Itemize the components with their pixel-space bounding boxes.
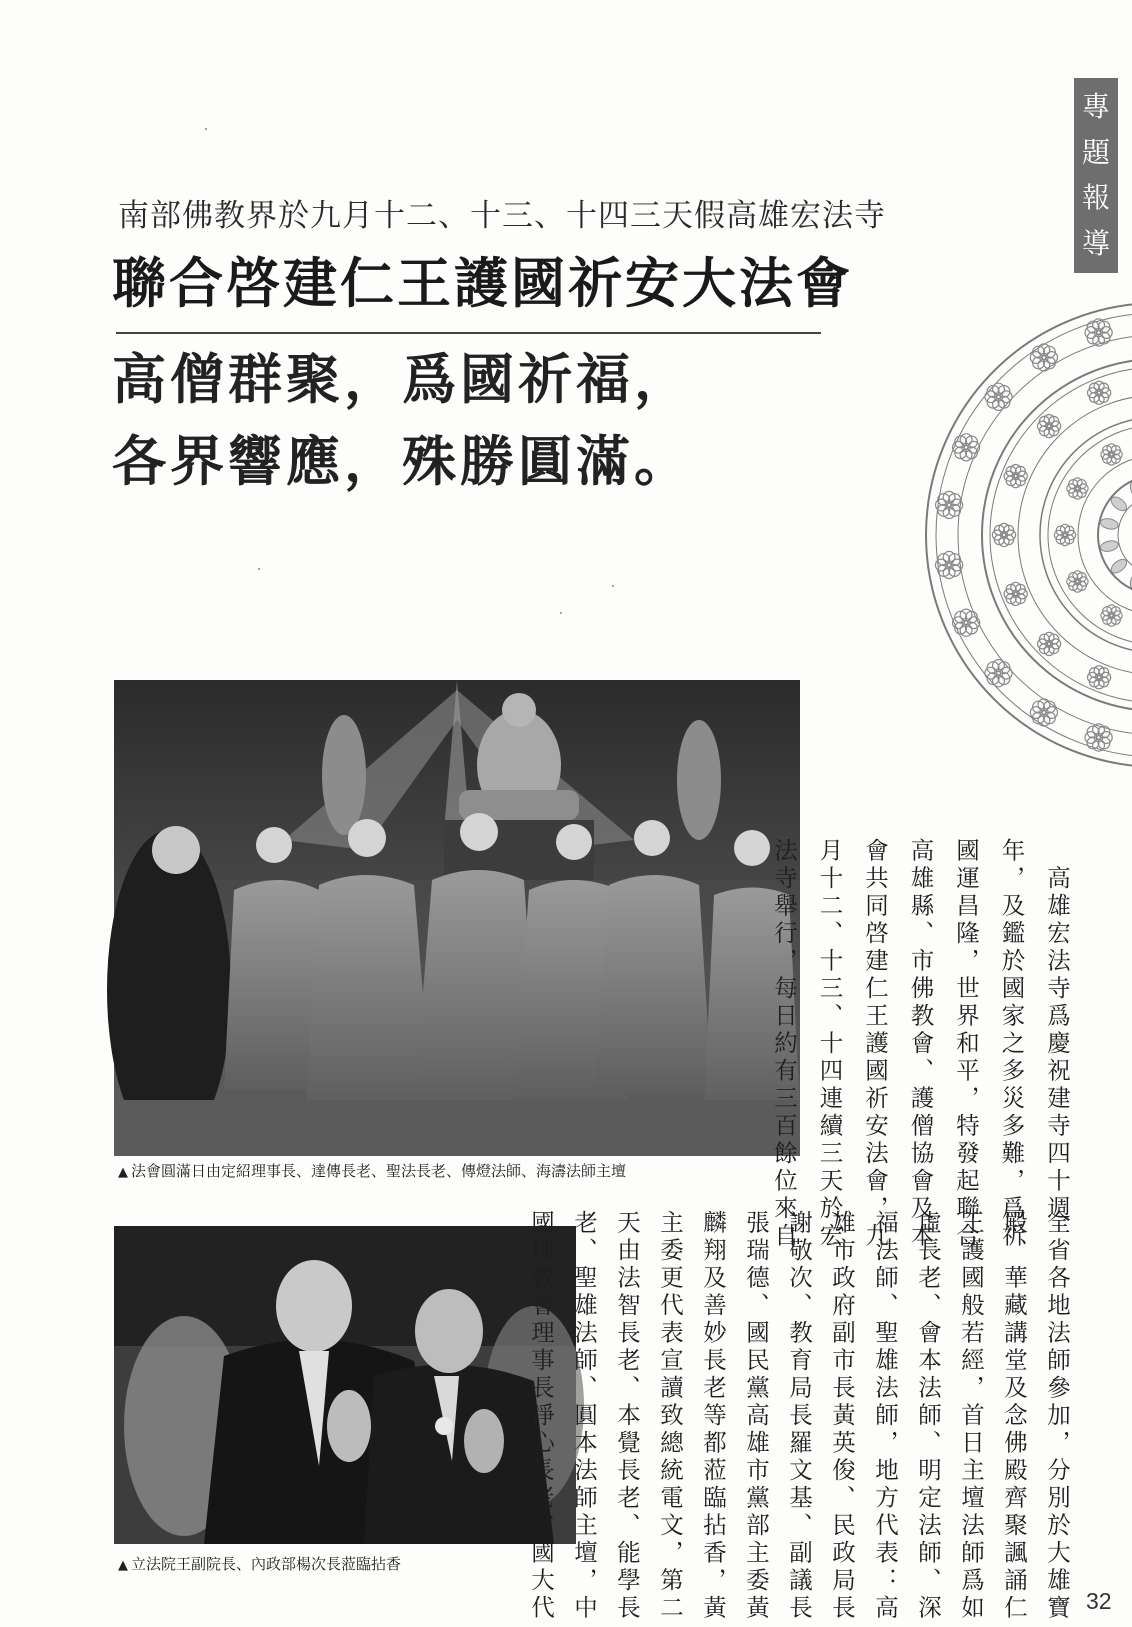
section-tab-char: 導 xyxy=(1081,227,1110,261)
article-line: 國佛教會理事長淨心長老、國大代 xyxy=(527,1210,555,1623)
scan-speck xyxy=(612,585,614,587)
article-column-top xyxy=(770,838,1074,1251)
article-line: 謝敬次、教育局長羅文基、副議長 xyxy=(785,1210,813,1623)
photo-caption xyxy=(118,1161,626,1183)
photo-caption xyxy=(118,1554,401,1576)
article-line: 月十二、十三、十四連續三天於宏 xyxy=(815,838,844,1251)
page-number: 32 xyxy=(1086,1588,1112,1614)
article-line: 麟翔及善妙長老等都蒞臨拈香，黃 xyxy=(699,1210,727,1623)
article-line: 年，及鑑於國家之多災多難，爲祈 xyxy=(997,838,1026,1251)
article-line: 天由法智長老、本覺長老、能學長 xyxy=(613,1210,641,1623)
headline-subtitle-line2: 各界響應，殊勝圓滿。 xyxy=(112,429,692,493)
article-line: 主委更代表宣讀致總統電文，第二 xyxy=(656,1210,684,1623)
headline-kicker: 南部佛教界於九月十二、十三、十四三天假高雄宏法寺 xyxy=(118,198,886,234)
photo-caption-text: 法會圓滿日由定紹理事長、達傳長老、聖法長老、傳燈法師、海濤法師主壇 xyxy=(131,1162,627,1180)
section-tab-char: 專 xyxy=(1081,89,1110,123)
article-line: 虛長老、會本法師、明定法師、深 xyxy=(914,1210,942,1623)
article-line: 全省各地法師參加，分別於大雄寶 xyxy=(1043,1210,1071,1623)
article-line: 會共同啓建仁王護國祈安法會，九 xyxy=(861,838,889,1251)
article-line: 老、聖雄法師、圓本法師主壇，中 xyxy=(570,1210,598,1623)
article-line: 張瑞德、國民黨高雄市黨部主委黃 xyxy=(742,1210,770,1623)
scan-speck xyxy=(258,568,260,570)
photo-caption-text: 立法院王副院長、內政部楊次長蒞臨拈香 xyxy=(131,1555,402,1573)
article-line: 王護國般若經，首日主壇法師爲如 xyxy=(957,1210,985,1623)
decorative-mandala xyxy=(888,300,1128,770)
article-line: 高雄縣、市佛教會、護僧協會及本 xyxy=(906,838,935,1251)
ceremony-photo xyxy=(114,680,800,1156)
article-line: 高雄宏法寺爲慶祝建寺四十週 xyxy=(1043,838,1071,1223)
headline-title: 聯合啓建仁王護國祈安大法會 xyxy=(112,251,853,315)
title-divider xyxy=(116,332,821,334)
scan-speck xyxy=(205,128,207,130)
section-tab-char: 題 xyxy=(1081,135,1110,169)
section-tab xyxy=(1074,78,1118,273)
article-line: 國運昌隆，世界和平，特發起聯合 xyxy=(952,838,980,1251)
caption-marker-icon: ▲ xyxy=(118,1165,128,1180)
article-line: 法寺舉行，每日約有三百餘位來自 xyxy=(770,838,798,1251)
article-line: 福法師、聖雄法師，地方代表：高 xyxy=(871,1210,899,1623)
section-tab-char: 報 xyxy=(1081,181,1110,215)
article-column-bottom xyxy=(527,1210,1074,1623)
scan-speck xyxy=(560,612,562,614)
article-line: 雄市政府副市長黃英俊、民政局長 xyxy=(828,1210,856,1623)
article-line: 殿、華藏講堂及念佛殿齊聚諷誦仁 xyxy=(1000,1210,1028,1623)
caption-marker-icon: ▲ xyxy=(118,1558,128,1573)
headline-subtitle-line1: 高僧群聚，爲國祈福， xyxy=(112,347,692,411)
officials-photo xyxy=(114,1226,576,1544)
